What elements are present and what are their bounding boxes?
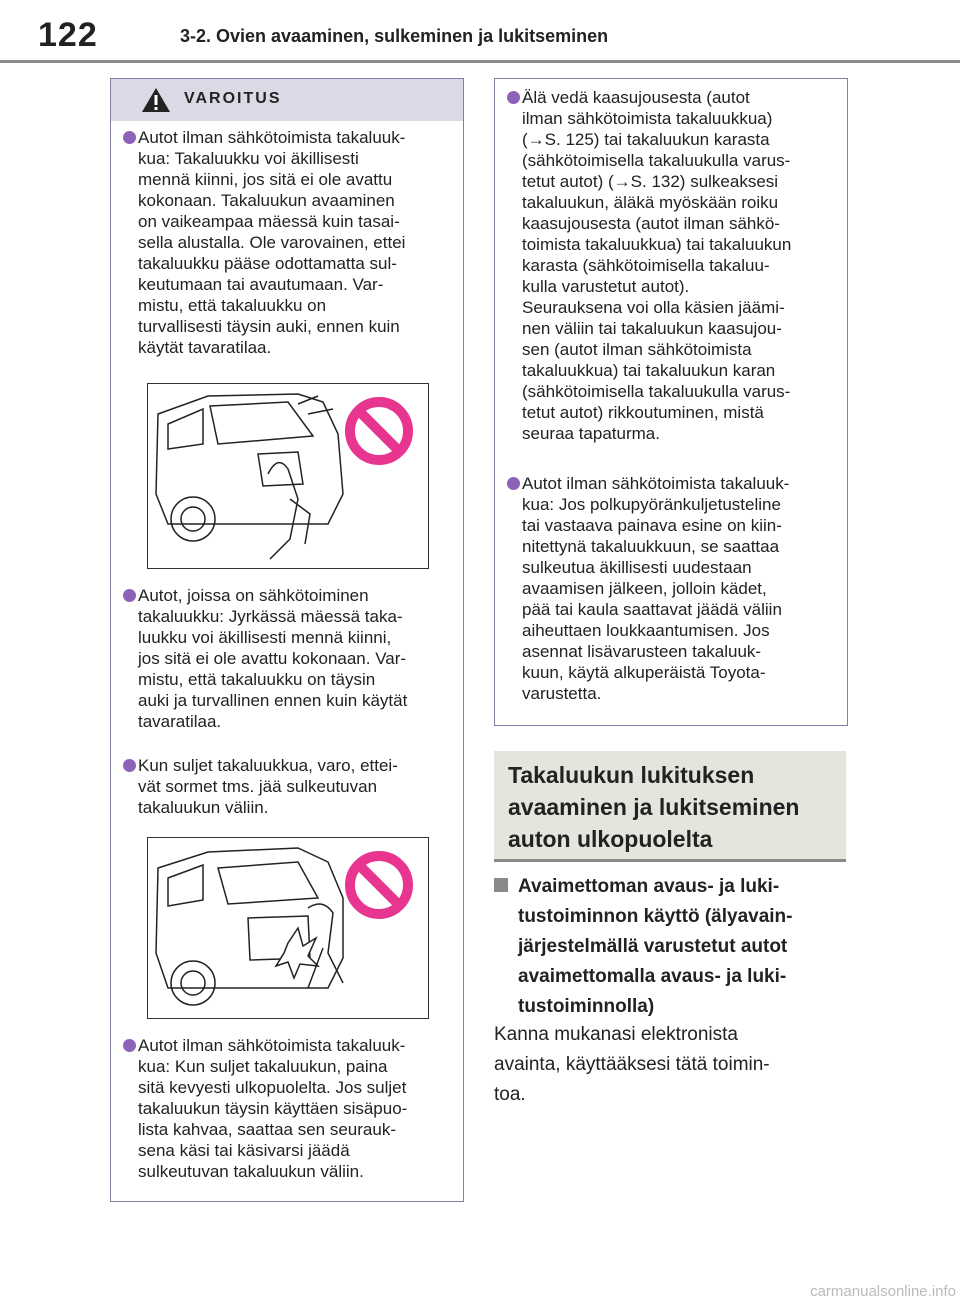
page-header: [0, 0, 960, 62]
warning-item: Autot ilman sähkötoimista takaluuk- kua: Takaluukku voi äkillisesti mennä kiinni, jos sitä ei ole avattu kokonaan. Takaluukun avaaminen on vaikeampaa mäessä kuin tasai- sella alustalla. Ole varovainen, ettei takaluukku pääse odottamatta sul- keutumaan tai avautumaan. Var- mistu, että takaluukku on turvallisesti täysin auki, ennen kuin käytät tavaratilaa.: [123, 127, 455, 358]
header-divider: [0, 60, 960, 63]
bullet-icon: [123, 1039, 136, 1052]
warning-item: Kun suljet takaluukkua, varo, ettei- vät sormet tms. jää sulkeutuvan takaluukun väliin.: [123, 755, 455, 818]
warning-item: Autot, joissa on sähkötoiminen takaluukku: Jyrkässä mäessä taka- luukku voi äkillisesti mennä kiinni, jos sitä ei ole avattu kokonaan. Var- mistu, että takaluukku on täysin auki ja turvallinen ennen kuin käytät tavaratilaa.: [123, 585, 455, 732]
section-heading: [494, 751, 846, 862]
page-number: 122: [38, 16, 98, 54]
illustration-tailgate-hill: [147, 383, 429, 569]
subheading: [494, 872, 846, 1022]
warning-triangle-icon: [141, 87, 171, 113]
prohibition-icon: [344, 850, 414, 920]
warning-item: Autot ilman sähkötoimista takaluuk- kua: Jos polkupyöränkuljetusteline tai vastaava painava esine on kiin- nitettynä takaluukkuun, se saattaa sulkeutua äkillisesti uudestaan avaamisen jälkeen, jolloin kädet, pää tai kaula saattavat jäädä väliin aiheuttaen loukkaantumisen. Jos asennat lisävarusteen takaluuk- kuun, käytä alkuperäistä Toyota- varustetta.: [507, 473, 839, 704]
chapter-title: 3-2. Ovien avaaminen, sulkeminen ja lukitseminen: [180, 26, 609, 46]
subheading-text: Avaimettoman avaus- ja luki- tustoiminnon käyttö (älyavain- järjestelmällä varustetut autot avaimettomalla avaus- ja luki- tustoiminnolla): [518, 876, 793, 1017]
warning-box-left: [110, 78, 464, 1202]
bullet-icon: [507, 91, 520, 104]
square-bullet-icon: [494, 878, 508, 892]
warning-title-bar: [111, 79, 463, 121]
warning-box-right: [494, 78, 848, 726]
warning-item: Älä vedä kaasujousesta (autot ilman sähkötoimista takaluukkua) (→S. 125) tai takaluukun karasta (sähkötoimisella takaluukulla varus- tetut autot) (→S. 132) sulkeaksesi takaluukun, äläkä myöskään roiku kaasujousesta (autot ilman sähkö- toimista takaluukkua) tai takaluukun karasta (sähkötoimisella takaluu- kulla varustetut autot). Seurauksena voi olla käsien jäämi- nen väliin tai takaluukun kaasujou- sen (autot ilman sähkötoimista takaluukkua) tai takaluukun karan (sähkötoimisella takaluukulla varus- tetut autot) rikkoutuminen, mistä seuraa tapaturma.: [507, 87, 839, 444]
illustration-fingers-caught: [147, 837, 429, 1019]
body-paragraph: Kanna mukanasi elektronista avainta, käyttääksesi tätä toimin- toa.: [494, 1024, 770, 1105]
watermark: carmanualsonline.info: [810, 1283, 956, 1300]
bullet-icon: [123, 589, 136, 602]
bullet-icon: [507, 477, 520, 490]
warning-label: VAROITUS: [184, 90, 282, 107]
prohibition-icon: [344, 396, 414, 466]
warning-item: Autot ilman sähkötoimista takaluuk- kua: Kun suljet takaluukun, paina sitä kevyesti ulkopuolelta. Jos suljet takaluukun täysin käyttäen sisäpuo- lista kahvaa, saattaa sen seurauk- sena käsi tai käsivarsi jäädä sulkeutuvan takaluukun väliin.: [123, 1035, 455, 1182]
bullet-icon: [123, 131, 136, 144]
bullet-icon: [123, 759, 136, 772]
section-title: Takaluukun lukituksen avaaminen ja lukitseminen auton ulkopuolelta: [508, 762, 800, 852]
